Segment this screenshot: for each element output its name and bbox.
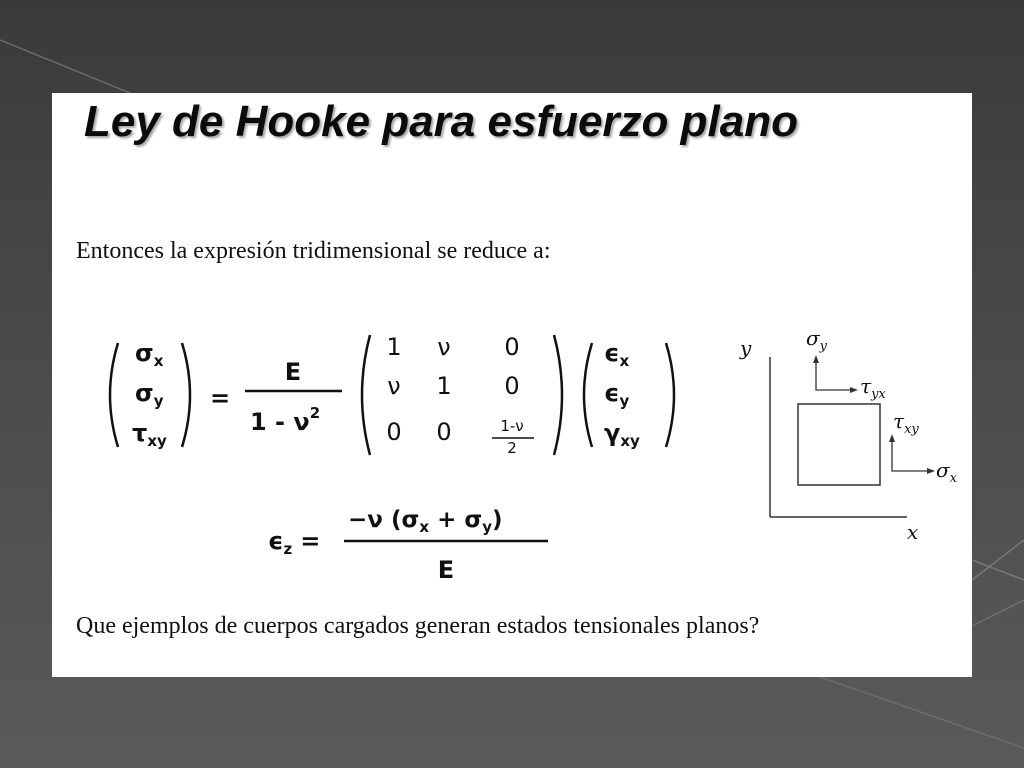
matrix-cell: 1 [436, 372, 452, 400]
stress-element-square [798, 404, 880, 485]
sigma-x-label: $\sigma_x$ [936, 458, 957, 486]
matrix-cell: 0 [436, 418, 452, 446]
epsilon-y: $\epsilon_y$ [604, 379, 630, 410]
epsilon-z-lhs: $\epsilon_z$ = [268, 527, 321, 558]
epsilon-x: $\epsilon_x$ [604, 339, 630, 370]
tau-xy-arrow [892, 437, 932, 471]
matrix-cell: 0 [504, 372, 520, 400]
tau-xy-label: $\tau_{xy}$ [893, 409, 919, 437]
equations-and-diagram [52, 93, 972, 677]
slide-title: Ley de Hooke para esfuerzo plano [84, 97, 798, 146]
left-paren-strain [584, 343, 592, 447]
tau-xy-arrowhead [889, 434, 895, 442]
matrix-fraction-numerator: 1-ν [500, 417, 524, 435]
sigma-y-label: $\sigma_y$ [806, 326, 828, 354]
sigma-y: $\sigma_y$ [135, 379, 164, 410]
gamma-xy: $\gamma_{xy}$ [604, 419, 640, 450]
y-axis-label: y [740, 336, 752, 360]
epsilon-z-equation [268, 507, 548, 584]
matrix-cell: 0 [386, 418, 402, 446]
tau-xy: $\tau_{xy}$ [132, 419, 167, 450]
right-paren-stress [182, 343, 190, 447]
sigma-y-arrow [816, 358, 855, 390]
matrix-cell: ν [387, 372, 401, 400]
question-text: Que ejemplos de cuerpos cargados generan estados tensionales planos? [76, 613, 760, 639]
left-paren-matrix [362, 335, 370, 455]
matrix-cell: 0 [504, 333, 520, 361]
plane-stress-diagram [739, 326, 958, 544]
slide-panel [52, 93, 972, 677]
sigma-x: $\sigma_x$ [135, 339, 164, 370]
matrix-cell: ν [437, 333, 451, 361]
x-axis-label: x [907, 520, 919, 544]
right-paren-matrix [554, 335, 562, 455]
tau-yx-arrowhead [850, 387, 858, 393]
right-paren-strain [666, 343, 674, 447]
coef-denominator: $1 - \nu^2$ [250, 404, 321, 436]
epsilon-z-numerator: −ν $(\sigma_x + \sigma_y)$ [348, 507, 503, 536]
sigma-x-arrowhead [927, 468, 935, 474]
equals-sign: = [210, 384, 231, 412]
matrix-cell: 1 [386, 333, 402, 361]
stress-strain-equation [110, 333, 674, 457]
left-paren-stress [110, 343, 118, 447]
sigma-y-arrowhead [813, 355, 819, 363]
epsilon-z-denominator: E [437, 556, 455, 584]
matrix-fraction-denominator: 2 [507, 439, 517, 457]
intro-text: Entonces la expresión tridimensional se reduce a: [76, 238, 551, 264]
tau-yx-label: $\tau_{yx}$ [860, 374, 886, 402]
coef-numerator: E [284, 358, 302, 386]
